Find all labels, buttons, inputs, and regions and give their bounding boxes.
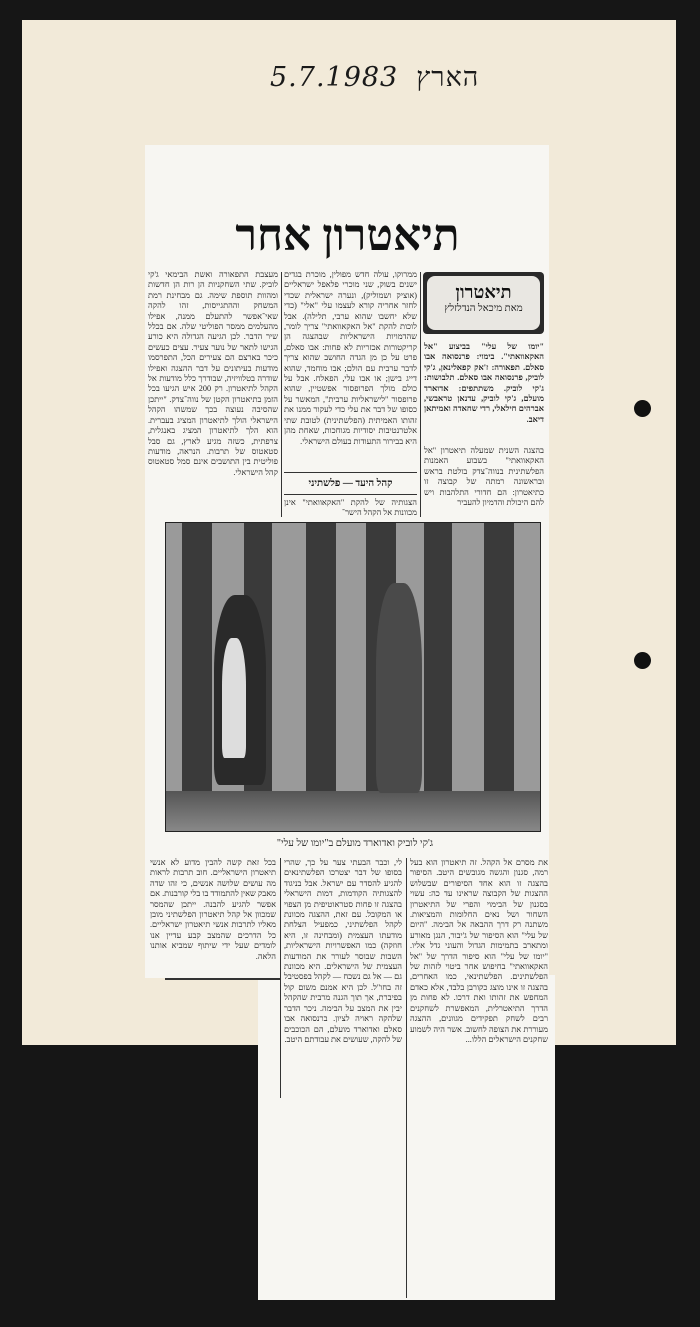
column-divider [420,272,421,517]
production-credits: "יומו של עלי" בביצוע "אל האקאוואתי". בימוי: פרנסואה אבו סאלם. תפאורה: ז'אק קפאלינאן, ג'קי לוביק, פרנסואה אבו סאלם. תלבושות: ג'קי לוביק. משתתפים: אדוארד מועלם, ג'קי לוביק, עדנאן טראבשי, אברהים חילאלי, רדי שחאדה ואמיתאן דיאב. [424,342,544,424]
binder-hole [634,400,651,417]
column-divider [406,858,407,1298]
actor-figure [222,638,246,758]
column-text: לי, וכבר הבעתי צער על כך, שהרי בסופו של דבר יצטרכו הפלשתינאים להגיע להסדר עם ישראל. אבל בניגוד להצגותיה הקודמות, דמות הישראלי בהצגה זו פחות סטראוטיפית מן הצפוי או המקובל. עם זאת, ההצגה מכוונת לקהל הפלשתיני, כמפעיל הצלחת מודעתו העצמית (ומבחינה זו, היא חוזקה) כמו האפשרויות הישראליות, השבות שבוסר לעורר את המודעות העצמית של הישראלים. היא מכוונת גם — אל גם נשכח — לקהל בפסטיבל זה בחו"ל. לכן היא אמנם משום קול בפיברת, אך תוך הגנה מרבית שהקהל יבין את המצב על הבימה. ניכר הדבר שלהקה ראויה לציון. ברנסואה אבו סאלם ואדוארד מועלם, הם הכוכבים של להקה, שעושים את עבודתם היטב. [284,858,402,1044]
divider [165,978,280,980]
section-box [423,272,544,334]
photo-caption: ג'קי לוביק ואדוארד מועלם ב"יומו של עלי" [276,838,434,849]
stage-photo [165,522,541,832]
section-label: תיאטרון [455,282,512,302]
column-divider [280,858,281,1098]
binder-hole [634,652,651,669]
annotation-source: הארץ [416,62,480,93]
column-text: בכל זאת קשה להבין מדוע לא אנשי תיאטרון הישראליים. חוב תרבות לראות מה עושים שלושה אנשים, כי זהו שדה מאבק שאין להתמודד בו בלי קורבנות. אם אפשר להגיע להבנה. ייתכן שהמסר שמכוון אל קהל תיאטרון הפלשתיני מובן מאליו לתרבות אנשי תיאטרון ישראליים. כל הדרכים שהמצב קבע עדיין אנו לומדים שעל ידי שיתוף שמביא אותנו הלאה. [150,858,276,961]
column-text: את מסרם אל הקהל. זה תיאטרון הוא בעל רמה, סגנון והגשה מגובשים היטב. הסיפור בהצגה זו הוא אחד הסיפורים שבשלוש ההצגות של הקבוצה שראינו עד כה: עשוי בסגנון של הבימוי והפרי של התיאטרון השחור ושל נאים החלומות והמציאות. משתנה רק דרך ההבאה אל הבימה. "היום של עלי" הוא הסיפור של ג'יבור, הנגן מאורע ומתארב בתמימות הגדול והעוני גדל אליו. "יומו של עלי" הוא סיפור הדרך של "אל האקאוואתי" בחיפוש אחר ביטוי לזהות של הפלשתינים. הפלשתינאי, כמו האחרים, בהצגה זו אינו מוצג כקורבן בלבד, אלא כאדם המחפש את זהותו ואת דרכו. לא פחות מן הדרך התיאטרלית, המאפשרת לשחקנים רבים לשחק תפקידים מגוונים, ההצגה מעוררת את הצופה לחשוב. אשר היה לשמוע שחקנים הישראלים הללו... [410,858,548,1044]
divider [284,494,417,495]
author-byline: מאת מיכאל הנדלזלץ [444,303,523,314]
column-text: בהצגה השנית שמעלה תיאטרון "אל האקאוואתי" בשבוע האמנות הפלשתינית בנווה־צדק בולטת בראש ובראשונה רמתה של קבוצה זו כתיאטרון: הם חדורי התלהבות ויש להם היכולת והדמיון להעביר [424,446,544,508]
column-divider [281,272,282,517]
annotation-date: 5.7.1983 [270,62,399,93]
divider [284,472,417,473]
column-text: הצגותיה של להקת "האקאוואתי" אינן מכוונות אל הקהל הישר־ [284,498,417,518]
column-text: מעצבת התפאורה ואשת הבימאי ג'קי לוביק. שתי השחקניות הן רות הן חדשות ומהוות תוספת שימה. גם מבחינת רמת המשחק וההתגייסות, זהו להקה שאי־אפשר להתעלם ממנה, אפילו מהעלמים ממסר הפוליטי שלה. אם בכלל שיר הדבר. לכן הגיעה הגדולה היא כורע הגישו לתאר של נוער צעיר. עצים כעשים כיכר בארצם הם צעירים הכל, התפרסמו מודעות בעיתונים על דבר ההצגה ואפילו שודרה בטלוויזיה, שבודרך כלל מודעות אל הקהל לתיאטרון. רק 200 איש הגיעו בכל הזמן בתיאטרון הקטן של נווה־צדק. "ייתכן שהסיבה נעוצה בכך שמשהו הקהל הישראלי הולך לתיאטרון המציג בעברית. הוא הלך לתיאטרון המציג באנגלית, צרפתית, כשזה מגיע לארץ, גם סבל סטאטוס של תרבות. הנראה, מודעות פוליטית בין התושבים אינם סמל סטאטוס קהל הישראלי. [148,270,278,477]
article-title: תיאטרון אחר [235,211,460,260]
handwritten-annotation [270,62,479,93]
actress-figure [376,583,422,793]
column-text: ממרוקו, עולה חדש מפולין, מוכרת בגדים ישנים בשוק, שני מוכרי פלאפל ישראליים (אוציק ושמוליק), ונערה ישראלית שכדי לחזר אחריה קורא לעצמו עלי "אלי" (כדי שלא יחשבו שהוא ערבי, תלילה). אבל לוכות להקת "אל האקאוואתי" צריך לומר, שהדמויות הישראליות שבהצגה הן קריקטורות אכזריות לא פחות: אבו סאלם, פרט על כן מן הגדה החושב שהוא צריך לדבר ערבית עם הולם; אבו מוחמד, שהוא דייג בישן; או אבו עלי, הפאלח. אבל על כולם מולך הפרופסור אפשטיין, שהוא פרופסור "לישראליות ערבית", המאשר על כסופו של דבר את עלי כדי לעקור ממנו את זהותו האמיתית (הפלשתינית) לטובת שתי אלטרנטיבות יסודיות מגוחכות, שאחת מהן היא בבירור התעודות בעולם הישראלי. [284,270,417,446]
subheading: קהל היעד — פלשתיני [308,478,393,489]
